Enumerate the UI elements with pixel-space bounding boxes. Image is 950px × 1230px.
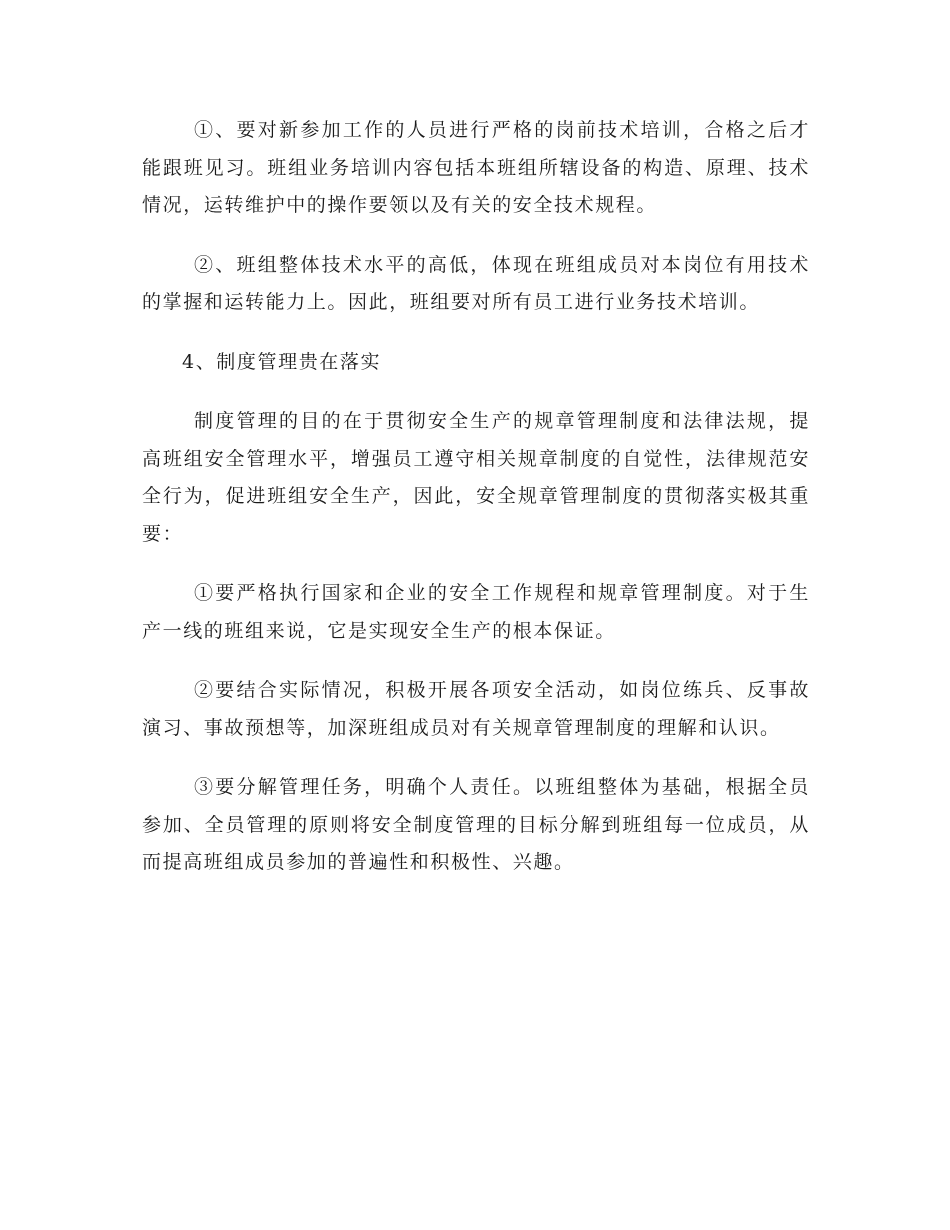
paragraph-system-management-purpose: 制度管理的目的在于贯彻安全生产的规章管理制度和法律法规，提高班组安全管理水平，增强员工遵守相关规章制度的自觉性，法律规范安全行为，促进班组安全生产，因此，安全规章管理制度的贯彻落实极其重要： xyxy=(142,410,810,545)
document-body xyxy=(142,112,810,904)
section-heading-system-management: 4、制度管理贵在落实 xyxy=(182,350,382,373)
paragraph-training-new-staff: ①、要对新参加工作的人员进行严格的岗前技术培训，合格之后才能跟班见习。班组业务培训内容包括本班组所辖设备的构造、原理、技术情况，运转维护中的操作要领以及有关的安全技术规程。 xyxy=(142,119,810,216)
paragraph-strict-regulations: ①要严格执行国家和企业的安全工作规程和规章管理制度。对于生产一线的班组来说，它是实现安全生产的根本保证。 xyxy=(142,582,810,642)
paragraph-safety-activities: ②要结合实际情况，积极开展各项安全活动，如岗位练兵、反事故演习、事故预想等，加深班组成员对有关规章管理制度的理解和认识。 xyxy=(142,679,810,739)
paragraph-team-skill-level: ②、班组整体技术水平的高低，体现在班组成员对本岗位有用技术的掌握和运转能力上。因此，班组要对所有员工进行业务技术培训。 xyxy=(142,253,810,313)
paragraph-decompose-tasks: ③要分解管理任务，明确个人责任。以班组整体为基础，根据全员参加、全员管理的原则将安全制度管理的目标分解到班组每一位成员，从而提高班组成员参加的普遍性和积极性、兴趣。 xyxy=(142,776,810,873)
